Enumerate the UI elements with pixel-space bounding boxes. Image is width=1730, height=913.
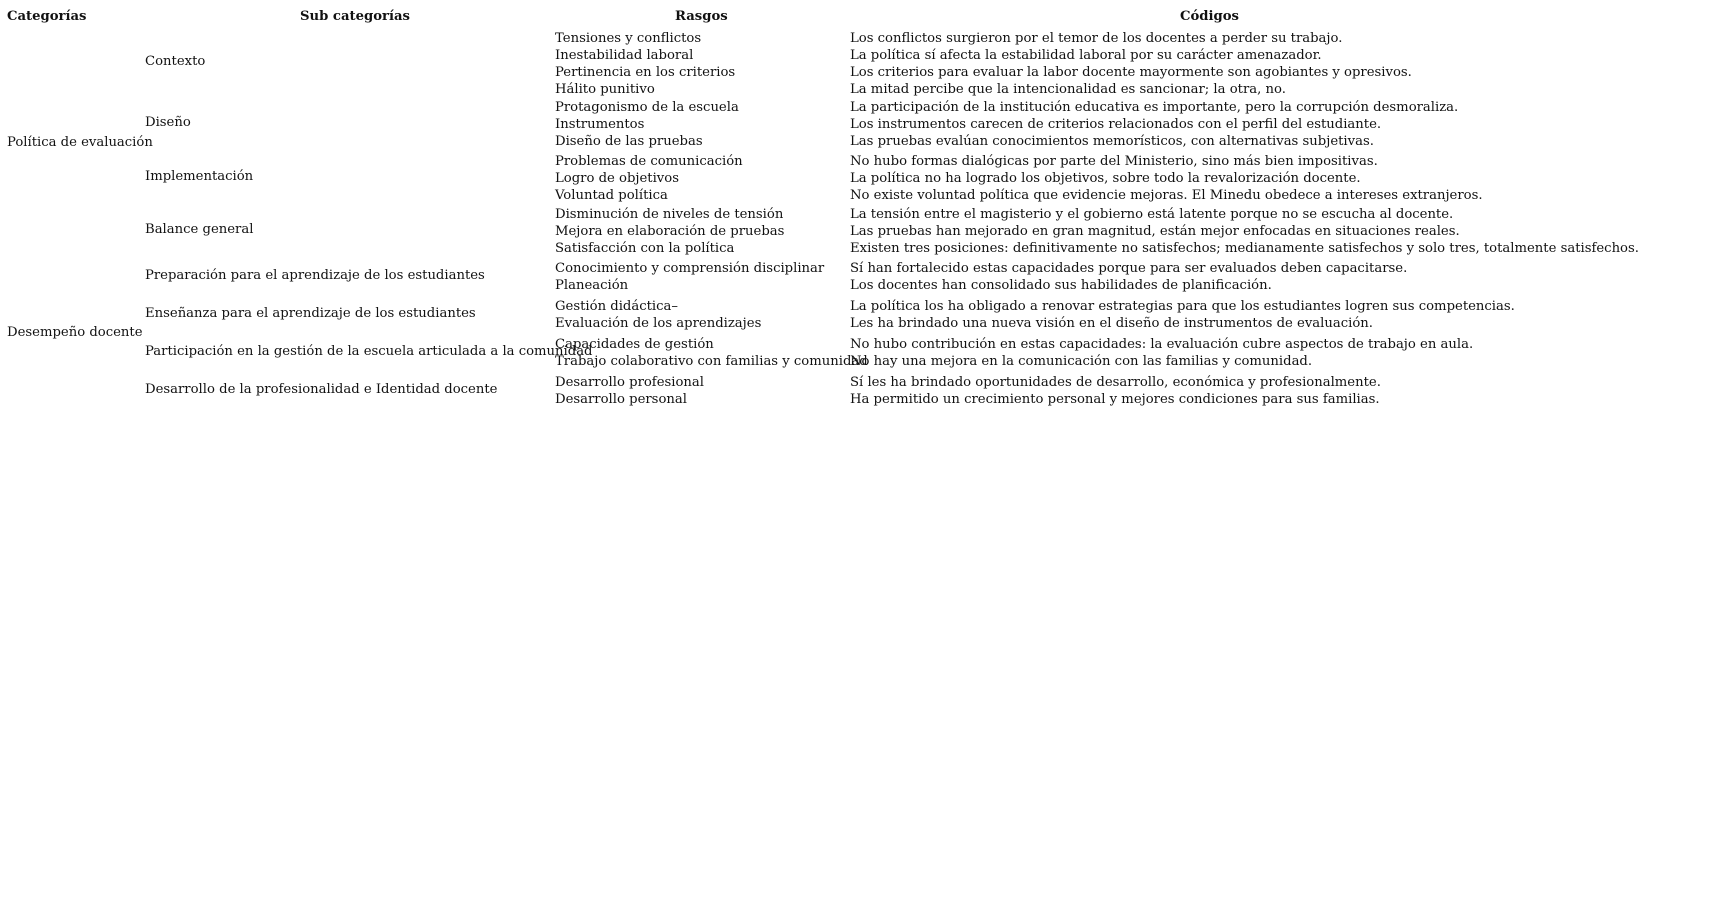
rasgo-item: Pertinencia en los criterios (555, 65, 736, 80)
codigo-item: Sí han fortalecido estas capacidades porque para ser evaluados deben capacitarse. (850, 261, 1408, 276)
subcategory-label: Preparación para el aprendizaje de los estudiantes (145, 268, 485, 283)
rasgos-list (555, 30, 735, 98)
rasgo-item: Conocimiento y comprensión disciplinar (555, 261, 825, 276)
rasgo-item: Diseño de las pruebas (555, 134, 703, 149)
codigo-item: La mitad percibe que la intencionalidad es sancionar; la otra, no. (850, 82, 1286, 97)
rasgo-item: Protagonismo de la escuela (555, 100, 739, 115)
codigos-list (850, 153, 1483, 204)
codigo-item: No hay una mejora en la comunicación con las familias y comunidad. (850, 354, 1313, 369)
rasgos-list (555, 99, 739, 150)
subcategory-label: Diseño (145, 115, 191, 130)
codigo-item: Los conflictos surgieron por el temor de los docentes a perder su trabajo. (850, 31, 1343, 46)
codigo-item: La política no ha logrado los objetivos, sobre todo la revalorización docente. (850, 171, 1361, 186)
codigos-list (850, 260, 1407, 294)
rasgo-item: Desarrollo profesional (555, 375, 704, 390)
codigos-list (850, 206, 1639, 257)
codigo-item: La tensión entre el magisterio y el gobierno está latente porque no se escucha al docente. (850, 207, 1454, 222)
rasgo-item: Capacidades de gestión (555, 337, 714, 352)
codigos-list (850, 30, 1412, 98)
rasgo-item: Satisfacción con la política (555, 241, 735, 256)
codigo-item: Los docentes han consolidado sus habilidades de planificación. (850, 278, 1272, 293)
rasgo-item: Gestión didáctica– (555, 299, 678, 314)
rasgo-item: Mejora en elaboración de pruebas (555, 224, 785, 239)
codigo-item: La política los ha obligado a renovar estrategias para que los estudiantes logren sus competencias. (850, 299, 1515, 314)
rasgo-item: Tensiones y conflictos (555, 31, 702, 46)
rasgo-item: Logro de objetivos (555, 171, 679, 186)
category-desempeno-docente: Desempeño docente (7, 325, 143, 340)
codigos-list (850, 336, 1473, 370)
rasgo-item: Planeación (555, 278, 629, 293)
rasgos-list (555, 260, 824, 294)
header-sub-categorias: Sub categorías (300, 9, 410, 24)
category-politica-de-evaluacion: Política de evaluación (7, 135, 153, 150)
codigos-list (850, 99, 1458, 150)
subcategory-label: Desarrollo de la profesionalidad e Identidad docente (145, 382, 498, 397)
codigo-item: No hubo contribución en estas capacidades: la evaluación cubre aspectos de trabajo en aula. (850, 337, 1474, 352)
rasgo-item: Voluntad política (555, 188, 668, 203)
subcategory-label: Contexto (145, 54, 206, 69)
rasgos-list (555, 206, 784, 257)
subcategory-label: Enseñanza para el aprendizaje de los estudiantes (145, 306, 476, 321)
codigos-list (850, 374, 1381, 408)
codigo-item: Les ha brindado una nueva visión en el diseño de instrumentos de evaluación. (850, 316, 1373, 331)
codigo-item: Las pruebas evalúan conocimientos memorísticos, con alternativas subjetivas. (850, 134, 1374, 149)
codigo-item: La participación de la institución educativa es importante, pero la corrupción desmoraliza. (850, 100, 1459, 115)
rasgo-item: Problemas de comunicación (555, 154, 743, 169)
codigo-item: La política sí afecta la estabilidad laboral por su carácter amenazador. (850, 48, 1322, 63)
subcategory-label: Implementación (145, 169, 254, 184)
rasgo-item: Disminución de niveles de tensión (555, 207, 784, 222)
codigo-item: Los criterios para evaluar la labor docente mayormente son agobiantes y opresivos. (850, 65, 1412, 80)
subcategory-label: Participación en la gestión de la escuela articulada a la comunidad (145, 344, 593, 359)
header-categorias: Categorías (7, 9, 87, 24)
rasgo-item: Hálito punitivo (555, 82, 655, 97)
rasgo-item: Evaluación de los aprendizajes (555, 316, 762, 331)
rasgo-item: Instrumentos (555, 117, 645, 132)
codigo-item: No existe voluntad política que evidencie mejoras. El Minedu obedece a intereses extranjeros. (850, 188, 1483, 203)
codigo-item: Existen tres posiciones: definitivamente no satisfechos; medianamente satisfechos y solo tres, totalmente satisfechos. (850, 241, 1639, 256)
rasgos-list (555, 153, 743, 204)
rasgos-list (555, 336, 868, 370)
codigos-list (850, 298, 1515, 332)
codigo-item: Las pruebas han mejorado en gran magnitud, están mejor enfocadas en situaciones reales. (850, 224, 1460, 239)
codigo-item: Sí les ha brindado oportunidades de desarrollo, económica y profesionalmente. (850, 375, 1381, 390)
codigo-item: Ha permitido un crecimiento personal y mejores condiciones para sus familias. (850, 392, 1380, 407)
rasgos-list (555, 298, 761, 332)
rasgo-item: Trabajo colaborativo con familias y comunidad (555, 354, 868, 369)
codigo-item: No hubo formas dialógicas por parte del Ministerio, sino más bien impositivas. (850, 154, 1378, 169)
rasgo-item: Inestabilidad laboral (555, 48, 694, 63)
header-codigos: Códigos (1180, 9, 1239, 24)
header-rasgos: Rasgos (675, 9, 728, 24)
codigo-item: Los instrumentos carecen de criterios relacionados con el perfil del estudiante. (850, 117, 1382, 132)
rasgos-list (555, 374, 704, 408)
subcategory-label: Balance general (145, 222, 254, 237)
rasgo-item: Desarrollo personal (555, 392, 687, 407)
